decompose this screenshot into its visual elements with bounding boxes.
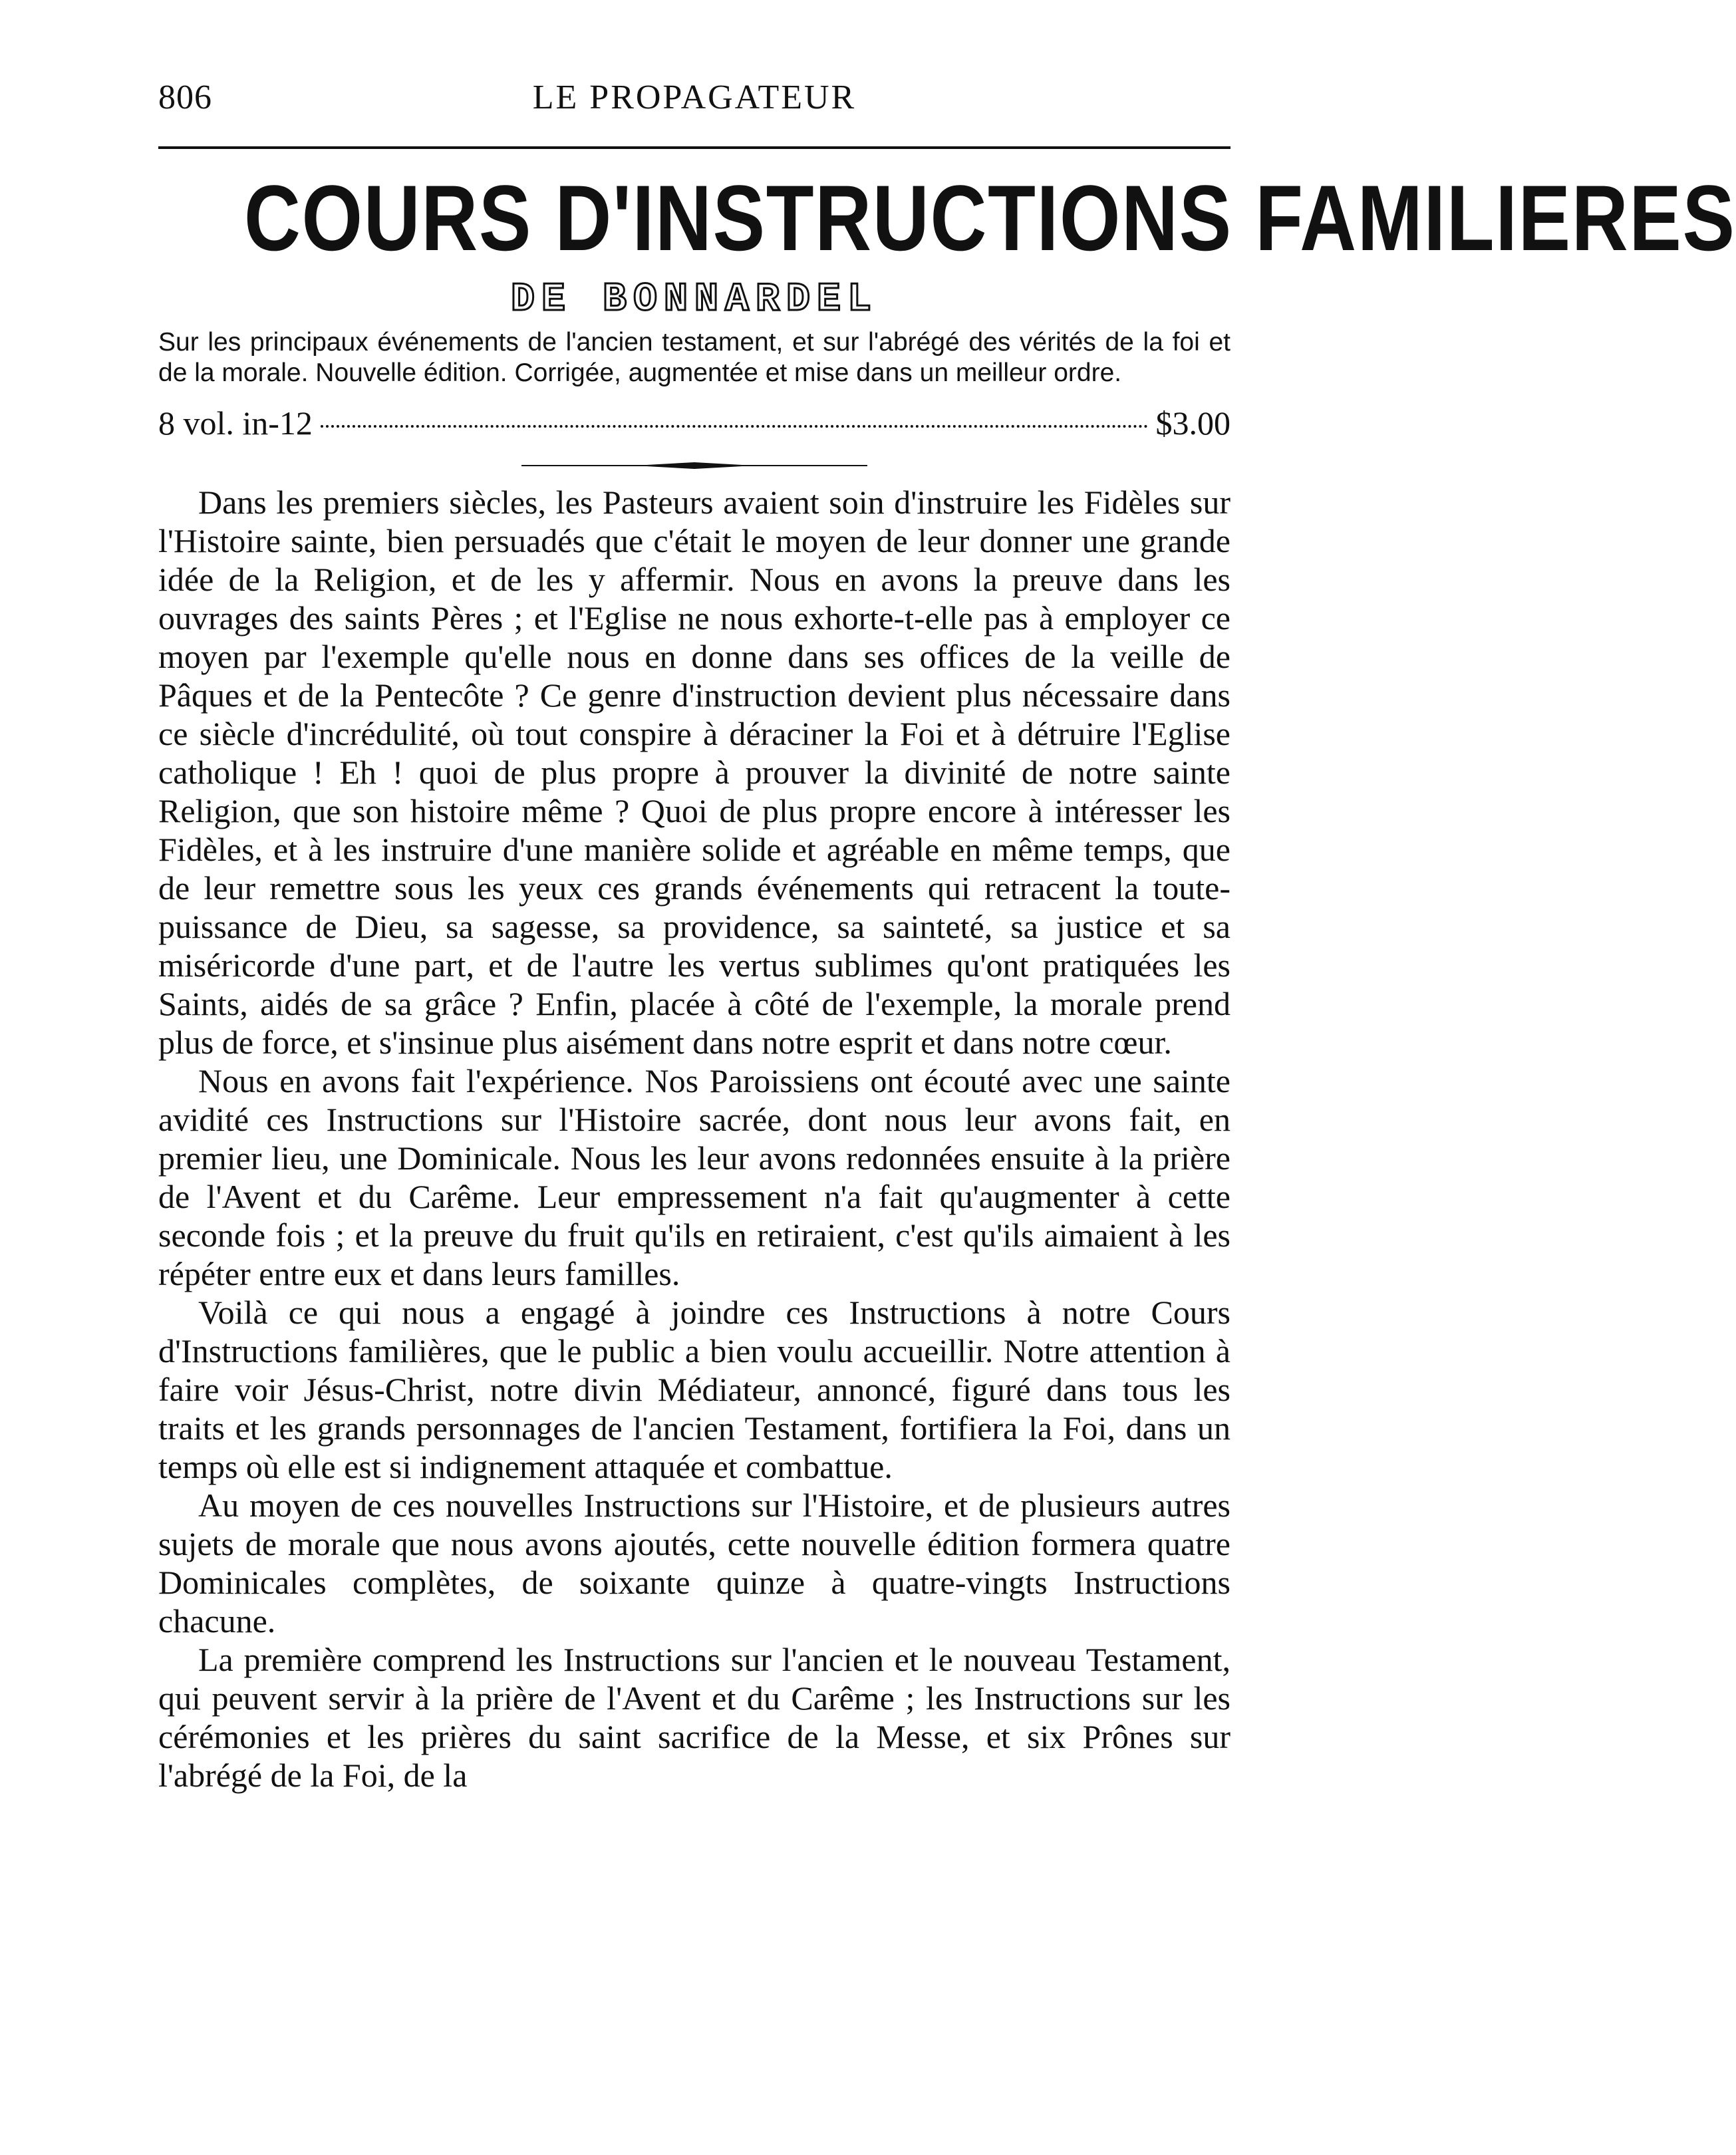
paragraph: Voilà ce qui nous a engagé à joindre ces Instructions à notre Cours d'Instructions familières, que le public a bien voulu accueillir. Notre attention à faire voir Jésus-Christ, notre divin Médiateur, annoncé, figuré dans tous les traits et les grands personnages de l'ancien Testament, fortifiera la Foi, dans un temps où elle est si indignement attaquée et combattue.	[158, 1294, 1230, 1485]
book-page	[158, 73, 1736, 1795]
page-number: 806	[158, 78, 212, 116]
journal-title: LE PROPAGATEUR	[532, 78, 857, 116]
ornament-swell	[635, 462, 754, 469]
volume-format: 8 vol. in-12	[158, 404, 313, 442]
paragraph: Au moyen de ces nouvelles Instructions sur l'Histoire, et de plusieurs autres sujets de morale que nous avons ajoutés, cette nouvelle édition formera quatre Dominicales complètes, de soixante quinze à quatre-vingts Instructions chacune.	[158, 1487, 1230, 1640]
advertisement-author: DE BONNARDEL	[510, 277, 879, 323]
ornament-rule	[521, 462, 867, 470]
header-rule	[158, 146, 1230, 149]
advertisement-title: COURS D'INSTRUCTIONS FAMILIERES	[243, 166, 1736, 270]
paragraph: Dans les premiers siècles, les Pasteurs avaient soin d'instruire les Fidèles sur l'Histoire sainte, bien persuadés que c'était le moyen de leur donner une grande idée de la Religion, et de les y affermir. Nous en avons la preuve dans les ouvrages des saints Pères ; et l'Eglise ne nous exhorte-t-elle pas à employer ce moyen par l'exemple qu'elle nous en donne dans ses offices de la veille de Pâques et de la Pentecôte ? Ce genre d'instruction devient plus nécessaire dans ce siècle d'incrédulité, où tout conspire à déraciner la Foi et à détruire l'Eglise catholique ! Eh ! quoi de plus propre à prouver la divinité de notre sainte Religion, que son histoire même ? Quoi de plus propre encore à intéresser les Fidèles, et à les instruire d'une manière solide et agréable en même temps, que de leur remettre sous les yeux ces grands événements qui retracent la toute-puissance de Dieu, sa sagesse, sa providence, sa sainteté, sa justice et sa miséricorde d'une part, et de l'autre les vertus sublimes qu'ont pratiquées les Saints, aidés de sa grâce ? Enfin, placée à côté de l'exemple, la morale prend plus de force, et s'insinue plus aisément dans notre esprit et dans notre cœur.	[158, 484, 1230, 1061]
running-head	[158, 73, 1230, 122]
dot-leader	[321, 425, 1148, 428]
paragraph: Nous en avons fait l'expérience. Nos Paroissiens ont écouté avec une sainte avidité ces Instructions sur l'Histoire sacrée, dont nous leur avons fait, en premier lieu, une Dominicale. Nous les leur avons redonnées ensuite à la prière de l'Avent et du Carême. Leur empressement n'a fait qu'augmenter à cette seconde fois ; et la preuve du fruit qu'ils en retiraient, c'est qu'ils aimaient à les répéter entre eux et dans leurs familles.	[158, 1062, 1230, 1292]
price-row	[158, 402, 1230, 444]
paragraph: La première comprend les Instructions sur l'ancien et le nouveau Testament, qui peuvent servir à la prière de l'Avent et du Carême ; les Instructions sur les cérémonies et les prières du saint sacrifice de la Messe, et six Prônes sur l'abrégé de la Foi, de la	[158, 1641, 1230, 1794]
price: $3.00	[1155, 404, 1230, 442]
body-text	[158, 483, 1230, 1795]
advertisement-description: Sur les principaux événements de l'ancien testament, et sur l'abrégé des vérités de la foi et de la morale. Nouvelle édition. Corrigée, augmentée et mise dans un meilleur ordre.	[158, 328, 1230, 387]
